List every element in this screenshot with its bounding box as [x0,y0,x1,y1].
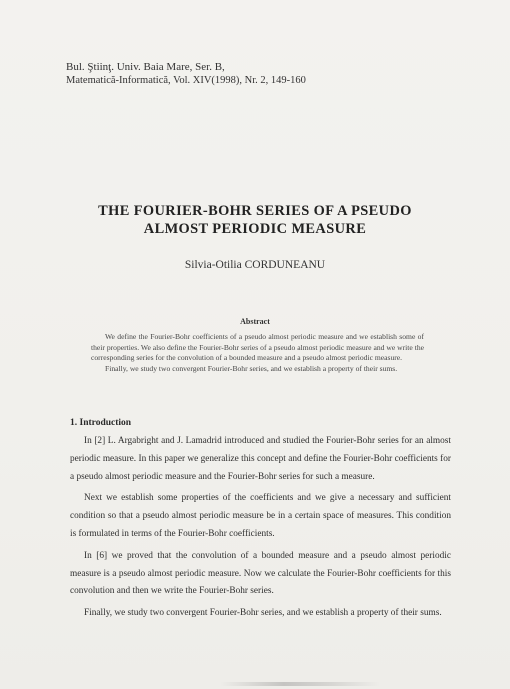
introduction-body [70,433,451,627]
scan-artifact [220,682,380,686]
journal-volume: Matematică-Informatică, Vol. XIV(1998), Nr. 2, 149-160 [66,75,306,86]
journal-name: Bul. Ştiinţ. Univ. Baia Mare, Ser. B, [66,61,225,73]
title-line-1: THE FOURIER-BOHR SERIES OF A PSEUDO [98,203,412,219]
abstract-heading: Abstract [240,317,270,326]
author-name: Silvia-Otilia CORDUNEANU [184,259,326,271]
abstract-paragraph: Finally, we study two convergent Fourier-Bohr series, and we establish a property of their sums. [105,363,398,373]
title-line-2: ALMOST PERIODIC MEASURE [143,221,367,237]
section-heading-introduction: 1. Introduction [70,418,132,428]
body-paragraph: Next we establish some properties of the coefficients and we give a necessary and sufficient condition so that a pseudo almost periodic measure be in a certain space of measures. This condition is formulated in terms of the Fourier-Bohr coefficients. [70,493,451,539]
paper-title [40,202,470,238]
body-paragraph: Finally, we study two convergent Fourier-Bohr series, and we establish a property of their sums. [84,608,442,619]
journal-header [66,60,306,88]
abstract-text [91,332,424,374]
abstract-paragraph: We define the Fourier-Bohr coefficients of a pseudo almost periodic measure and we establish some of their properties. We also define the Fourier-Bohr series of a pseudo almost periodic measure and we write the corresponding series for the convolution of a bounded measure and a pseudo almost periodic measure. [91,332,424,363]
body-paragraph: In [2] L. Argabright and J. Lamadrid introduced and studied the Fourier-Bohr series for an almost periodic measure. In this paper we generalize this concept and define the Fourier-Bohr coefficients for a pseudo almost periodic measure and the Fourier-Bohr series for such a measure. [70,436,451,482]
body-paragraph: In [6] we proved that the convolution of a bounded measure and a pseudo almost periodic measure is a pseudo almost periodic measure. Now we calculate the Fourier-Bohr coefficients for this convolution and then we write the Fourier-Bohr series. [70,550,451,597]
